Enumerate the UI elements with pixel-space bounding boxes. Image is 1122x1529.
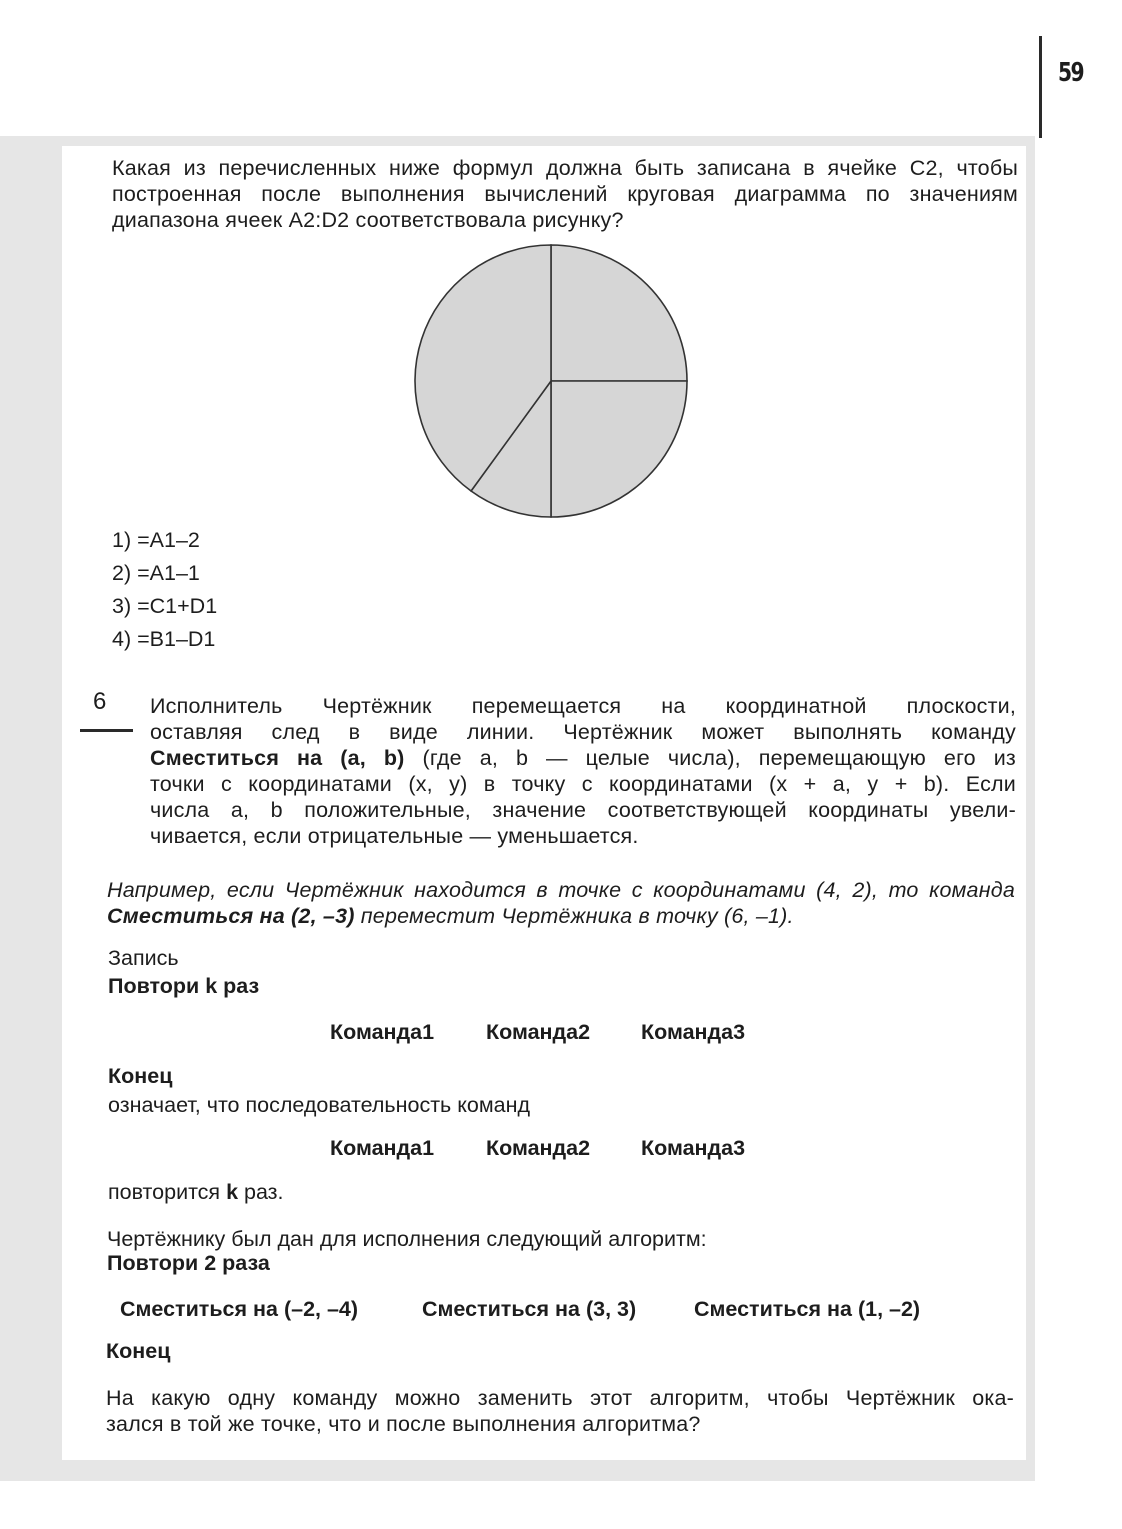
pie-slice-2: [551, 381, 687, 517]
task-6-line: чивается, если отрицательные — уменьшается.: [150, 824, 639, 848]
example-line: Например, если Чертёжник находится в точке с координатами (4, 2), то команда: [107, 878, 1015, 902]
algorithm-command-1: Сместиться на (–2, –4): [120, 1297, 359, 1321]
repeat-k: k: [226, 1180, 239, 1204]
given-algorithm-text: Чертёжнику был дан для исполнения следующий алгоритм:: [107, 1227, 707, 1251]
example-command-rest: переместит Чертёжника в точку (6, –1).: [354, 904, 794, 928]
pie-chart: [412, 242, 690, 520]
question-line: На какую одну команду можно заменить этот алгоритм, чтобы Чертёжник ока-: [106, 1386, 1014, 1410]
example-command-line: [107, 903, 1015, 929]
task-number-rule: [80, 729, 133, 732]
pie-slice-1: [551, 245, 687, 381]
repeat-explanation-prefix: повторится: [108, 1180, 227, 1204]
answer-option-2: 2) =A1–1: [112, 561, 200, 585]
command-1: Команда1: [330, 1020, 435, 1044]
repeat-explanation: [108, 1180, 284, 1205]
question-5-intro: [112, 155, 1018, 233]
task-6-command-line: [150, 745, 1016, 771]
command-definition: Сместиться на (a, b): [150, 746, 405, 770]
example-command: Сместиться на (2, –3): [107, 904, 355, 928]
algorithm-command-2: Сместиться на (3, 3): [422, 1297, 637, 1321]
algorithm-commands: [120, 1297, 920, 1322]
question-5-line: диапазона ячеек A2:D2 соответствовала рисунку?: [112, 208, 624, 232]
question-line: зался в той же точке, что и после выполнения алгоритма?: [106, 1412, 701, 1436]
end-label-2: Конец: [106, 1339, 171, 1363]
command-2: Команда2: [486, 1136, 591, 1160]
command-3: Команда3: [641, 1020, 746, 1044]
task-6-line: точки с координатами (x, y) в точку с координатами (x + a, y + b). Если: [150, 772, 1016, 796]
task-6-line: оставляя след в виде линии. Чертёжник может выполнять команду: [150, 720, 1016, 744]
task-6-line: Исполнитель Чертёжник перемещается на координатной плоскости,: [150, 694, 1016, 718]
repeat-k-label: Повтори k раз: [108, 974, 260, 998]
task-6-question: [106, 1385, 1014, 1437]
record-label: Запись: [108, 946, 179, 970]
answer-option-4: 4) =B1–D1: [112, 627, 216, 651]
command-sequence: [330, 1020, 745, 1045]
repeat-2-label: Повтори 2 раза: [107, 1251, 270, 1275]
end-label: Конец: [108, 1064, 173, 1088]
command-sequence-2: [330, 1136, 745, 1161]
command-3: Команда3: [641, 1136, 746, 1160]
task-6-example: [107, 877, 1015, 929]
task-6-line: числа a, b положительные, значение соответствующей координаты увели-: [150, 798, 1016, 822]
command-1: Команда1: [330, 1136, 435, 1160]
answer-option-1: 1) =A1–2: [112, 528, 200, 552]
question-5-line: построенная после выполнения вычислений круговая диаграмма по значениям: [112, 182, 1018, 206]
means-text: означает, что последовательность команд: [108, 1093, 530, 1117]
question-5-line: Какая из перечисленных ниже формул должна быть записана в ячейке C2, чтобы: [112, 156, 1018, 180]
page-number-rule: [1039, 36, 1042, 138]
answer-option-3: 3) =C1+D1: [112, 594, 218, 618]
command-definition-rest: (где a, b — целые числа), перемещающую его из: [404, 746, 1016, 770]
page-number: 59: [1058, 58, 1084, 88]
command-2: Команда2: [486, 1020, 591, 1044]
task-6-description: [150, 693, 1016, 849]
repeat-explanation-suffix: раз.: [238, 1180, 284, 1204]
task-number: 6: [93, 688, 107, 715]
pie-slices: [415, 245, 687, 517]
algorithm-command-3: Сместиться на (1, –2): [694, 1297, 921, 1321]
